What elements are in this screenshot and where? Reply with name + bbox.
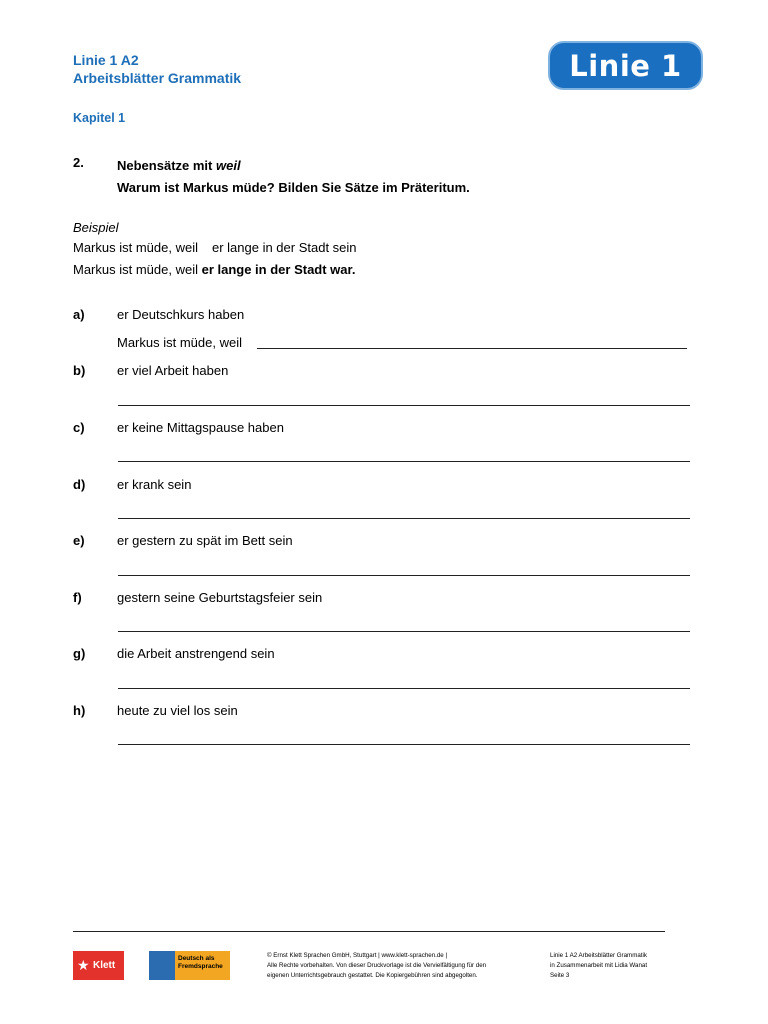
copyright-line-3: eigenen Unterrichtsgebrauch gestattet. Die Kopiergebühren sind abgegolten. — [267, 972, 478, 979]
item-label-g: g) — [73, 646, 86, 661]
klett-logo-text: Klett — [93, 960, 116, 971]
item-prompt-c: er keine Mittagspause haben — [117, 420, 284, 435]
task-title — [117, 155, 470, 177]
footer-page-number: Seite 3 — [550, 972, 570, 979]
answer-line-f[interactable] — [118, 631, 690, 632]
answer-prefix-a: Markus ist müde, weil — [117, 335, 242, 350]
daf-logo-line-2: Fremdsprache — [178, 963, 223, 970]
task-heading — [117, 155, 470, 199]
item-label-f: f) — [73, 590, 82, 605]
daf-logo-text — [175, 951, 230, 980]
task-title-prefix: Nebensätze mit — [117, 158, 216, 173]
item-prompt-d: er krank sein — [117, 477, 192, 492]
item-prompt-g: die Arbeit anstrengend sein — [117, 646, 275, 661]
chapter-heading: Kapitel 1 — [73, 111, 126, 125]
task-instruction: Warum ist Markus müde? Bilden Sie Sätze im Präteritum. — [117, 180, 470, 195]
item-label-a: a) — [73, 307, 85, 322]
copyright-line-1: © Ernst Klett Sprachen GmbH, Stuttgart | www.klett-sprachen.de | — [267, 952, 448, 959]
klett-logo — [73, 951, 124, 980]
linie-1-logo — [548, 41, 703, 90]
item-prompt-b: er viel Arbeit haben — [117, 363, 229, 378]
document-header-title — [73, 51, 241, 87]
footer-divider — [73, 931, 665, 932]
title-line-2: Arbeitsblätter Grammatik — [73, 70, 242, 86]
example-line-1-prefix: Markus ist müde, weil — [73, 240, 198, 255]
item-prompt-e: er gestern zu spät im Bett sein — [117, 533, 293, 548]
item-label-h: h) — [73, 703, 86, 718]
item-label-e: e) — [73, 533, 85, 548]
example-label: Beispiel — [73, 220, 119, 235]
answer-line-d[interactable] — [118, 518, 690, 519]
item-label-b: b) — [73, 363, 86, 378]
example-line-2-answer: er lange in der Stadt war. — [201, 262, 356, 277]
logo-text: Linie 1 — [569, 48, 682, 83]
answer-line-c[interactable] — [118, 461, 690, 462]
answer-line-g[interactable] — [118, 688, 690, 689]
task-title-emphasis: weil — [215, 158, 241, 173]
footer-page-info — [550, 951, 647, 981]
answer-line-a[interactable] — [257, 348, 687, 349]
daf-logo — [149, 951, 230, 980]
title-line-1: Linie 1 A2 — [73, 52, 139, 68]
footer-right-line-2: in Zusammenarbeit mit Lidia Wanat — [550, 962, 648, 969]
daf-logo-stripe — [149, 951, 175, 980]
example-line-1-rest: er lange in der Stadt sein — [211, 240, 357, 255]
footer-right-line-1: Linie 1 A2 Arbeitsblätter Grammatik — [550, 952, 647, 959]
example-line-2-prefix: Markus ist müde, weil — [73, 262, 202, 277]
task-number: 2. — [73, 155, 84, 170]
copyright-line-2: Alle Rechte vorbehalten. Von dieser Druckvorlage ist die Vervielfältigung für den — [267, 962, 487, 969]
item-prompt-a: er Deutschkurs haben — [117, 307, 245, 322]
footer-copyright — [267, 951, 486, 981]
item-prompt-f: gestern seine Geburtstagsfeier sein — [117, 590, 323, 605]
answer-line-b[interactable] — [118, 405, 690, 406]
item-prompt-h: heute zu viel los sein — [117, 703, 238, 718]
klett-mark-icon: ★ — [77, 957, 90, 973]
example-line-1 — [73, 240, 357, 255]
answer-line-e[interactable] — [118, 575, 690, 576]
item-label-d: d) — [73, 477, 86, 492]
item-label-c: c) — [73, 420, 85, 435]
example-line-2 — [73, 262, 355, 277]
daf-logo-line-1: Deutsch als — [178, 955, 215, 962]
answer-line-h[interactable] — [118, 744, 690, 745]
